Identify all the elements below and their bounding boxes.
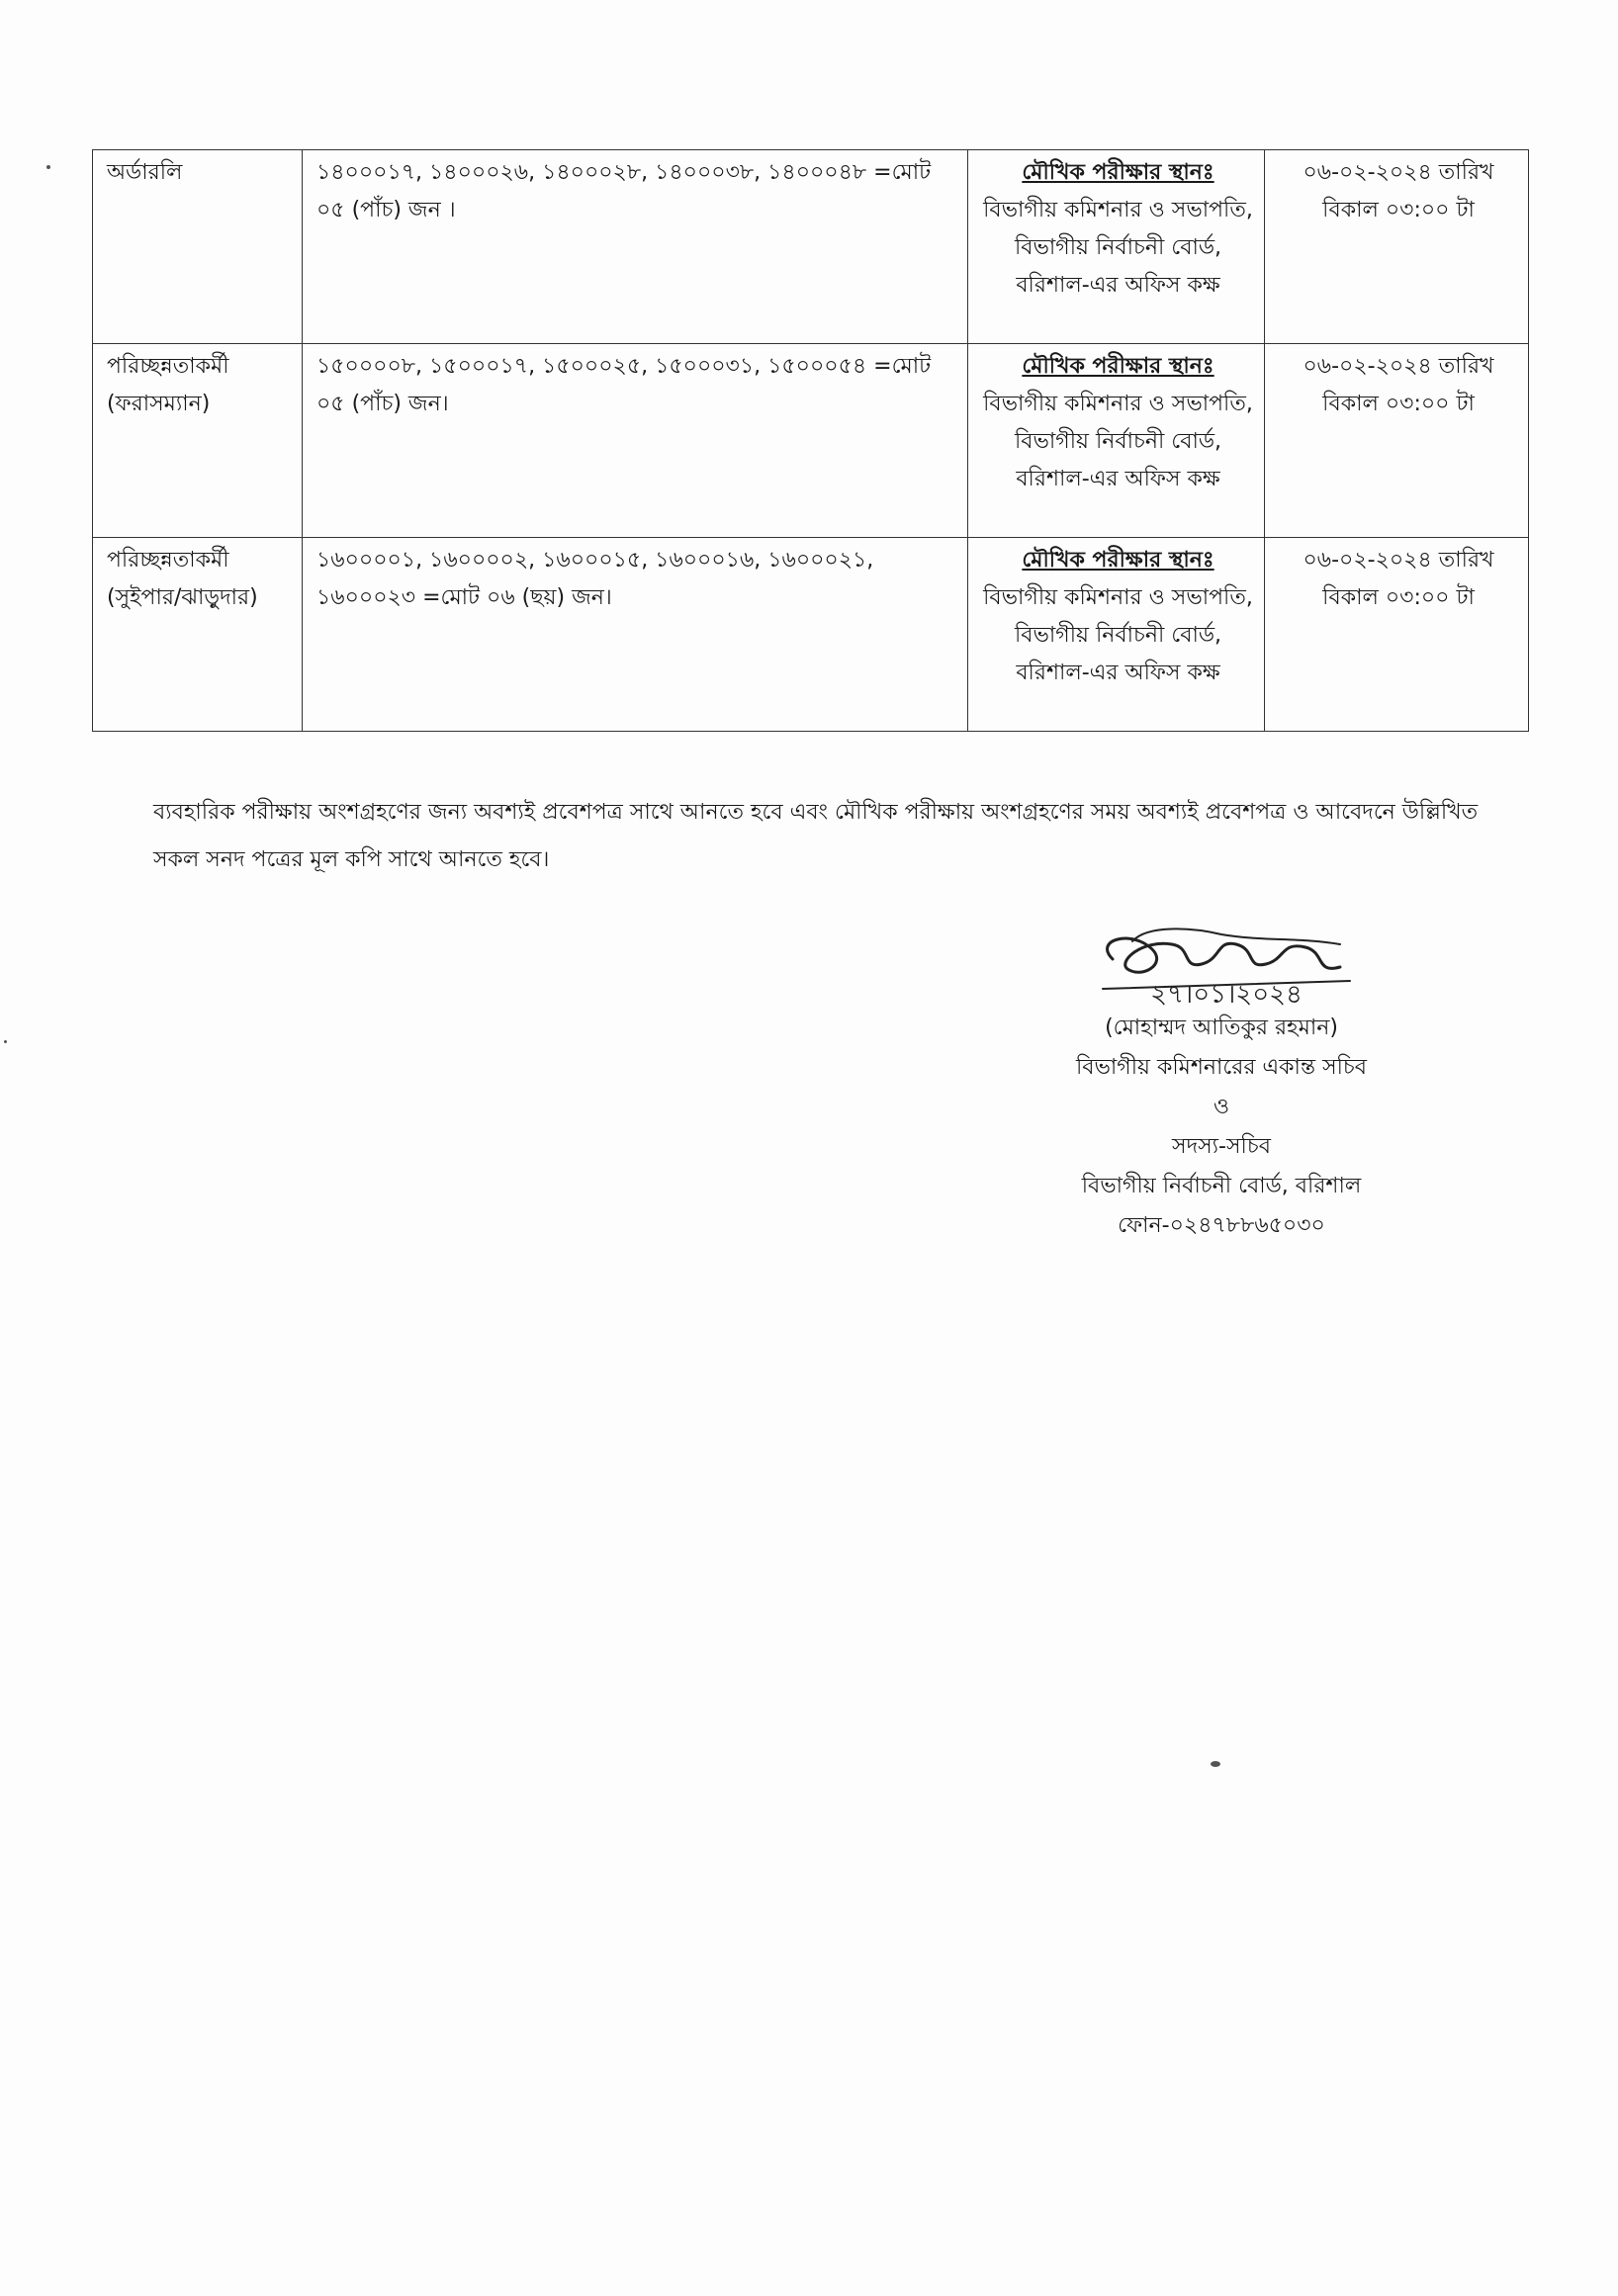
signatory-role: সদস্য-সচিব — [1172, 1134, 1271, 1159]
date-time-cell — [1265, 344, 1529, 538]
post-name-cell — [93, 344, 303, 538]
roll-numbers-cell — [303, 538, 968, 732]
post-subtitle: (ফরাসম্যান) — [107, 392, 211, 416]
venue-cell — [968, 150, 1265, 344]
exam-time: বিকাল ০৩:০০ টা — [1322, 392, 1475, 416]
date-time-cell — [1265, 150, 1529, 344]
exam-time: বিকাল ০৩:০০ টা — [1322, 585, 1475, 610]
date-time-cell — [1265, 538, 1529, 732]
venue-text: বিভাগীয় কমিশনার ও সভাপতি, বিভাগীয় নির্বাচনী বোর্ড, বরিশাল-এর অফিস কক্ষ — [983, 392, 1253, 491]
table-row — [93, 538, 1529, 732]
roll-numbers: ১৬০০০০১, ১৬০০০০২, ১৬০০০১৫, ১৬০০০১৬, ১৬০০০২১, ১৬০০০২৩ =মোট ০৬ (ছয়) জন। — [316, 548, 874, 610]
venue-cell — [968, 538, 1265, 732]
venue-text: বিভাগীয় কমিশনার ও সভাপতি, বিভাগীয় নির্বাচনী বোর্ড, বরিশাল-এর অফিস কক্ষ — [983, 198, 1253, 298]
post-name-cell — [93, 150, 303, 344]
post-name-cell — [93, 538, 303, 732]
signatory-name: (মোহাম্মদ আতিকুর রহমান) — [1105, 1016, 1338, 1040]
roll-numbers: ১৪০০০১৭, ১৪০০০২৬, ১৪০০০২৮, ১৪০০০৩৮, ১৪০০০৪৮ =মোট ০৫ (পাঁচ) জন । — [316, 160, 932, 222]
venue-heading: মৌখিক পরীক্ষার স্থানঃ — [1022, 354, 1214, 379]
scan-speck — [4, 1040, 7, 1043]
signatory-conjunction: ও — [1213, 1095, 1230, 1119]
venue-heading: মৌখিক পরীক্ষার স্থানঃ — [1022, 160, 1214, 185]
post-name: অর্ডারলি — [107, 160, 183, 185]
interview-schedule-table — [92, 149, 1529, 732]
exam-time: বিকাল ০৩:০০ টা — [1322, 198, 1475, 222]
post-name: পরিচ্ছন্নতাকর্মী — [107, 548, 229, 573]
post-name: পরিচ্ছন্নতাকর্মী — [107, 354, 229, 379]
roll-numbers-cell — [303, 150, 968, 344]
scan-speck — [1211, 1761, 1220, 1767]
handwritten-signature — [1073, 920, 1370, 1009]
venue-text: বিভাগীয় কমিশনার ও সভাপতি, বিভাগীয় নির্বাচনী বোর্ড, বরিশাল-এর অফিস কক্ষ — [983, 585, 1253, 685]
venue-heading: মৌখিক পরীক্ষার স্থানঃ — [1022, 548, 1214, 573]
exam-date: ০৬-০২-২০২৪ তারিখ — [1303, 160, 1494, 185]
table-row — [93, 150, 1529, 344]
table-row — [93, 344, 1529, 538]
handwritten-date: ২৭।০১।২০২৪ — [1150, 980, 1303, 1009]
post-subtitle: (সুইপার/ঝাড়ুদার) — [107, 585, 258, 610]
signatory-board: বিভাগীয় নির্বাচনী বোর্ড, বরিশাল — [1081, 1174, 1362, 1198]
roll-numbers: ১৫০০০০৮, ১৫০০০১৭, ১৫০০০২৫, ১৫০০০৩১, ১৫০০০৫৪ =মোট ০৫ (পাঁচ) জন। — [316, 354, 932, 416]
scan-speck — [46, 165, 50, 169]
signature-block — [1043, 920, 1399, 1246]
instruction-note: ব্যবহারিক পরীক্ষায় অংশগ্রহণের জন্য অবশ্যই প্রবেশপত্র সাথে আনতে হবে এবং মৌখিক পরীক্ষায় অংশগ্রহণের সময় অবশ্যই প্রবেশপত্র ও আবেদনে উল্লিখিত সকল সনদ পত্রের মূল কপি সাথে আনতে হবে। — [153, 800, 1479, 872]
exam-date: ০৬-০২-২০২৪ তারিখ — [1303, 354, 1494, 379]
roll-numbers-cell — [303, 344, 968, 538]
signatory-designation: বিভাগীয় কমিশনারের একান্ত সচিব — [1075, 1055, 1368, 1080]
exam-date: ০৬-০২-২০২৪ তারিখ — [1303, 548, 1494, 573]
venue-cell — [968, 344, 1265, 538]
signatory-phone: ফোন-০২৪৭৮৮৬৫০৩০ — [1118, 1213, 1325, 1238]
